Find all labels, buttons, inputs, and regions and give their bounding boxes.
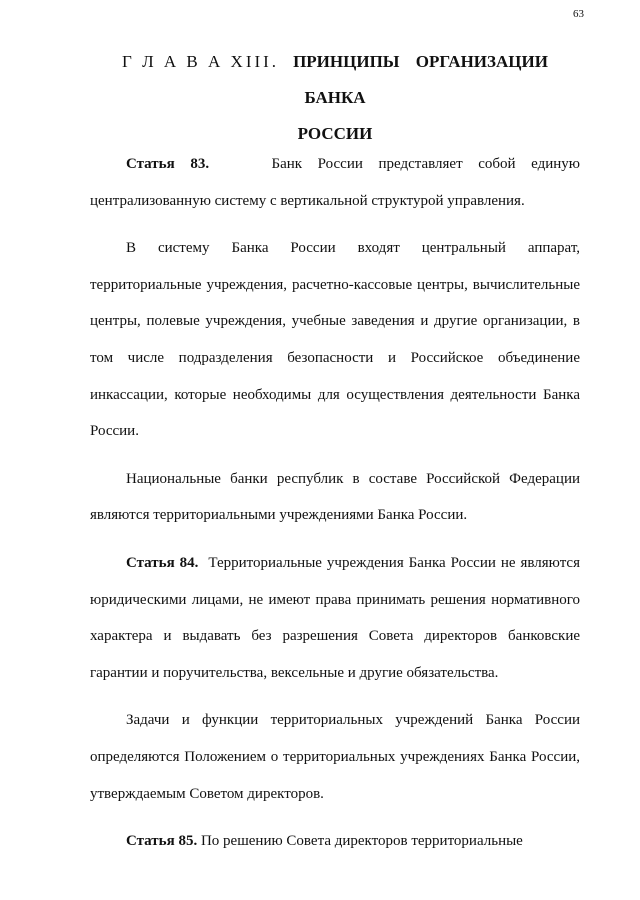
page-number: 63	[573, 8, 584, 20]
paragraph-article-85	[90, 823, 580, 860]
paragraph-article-83	[90, 146, 580, 219]
article-heading-85: Статья 85.	[126, 833, 198, 850]
article-heading-84: Статья 84.	[126, 554, 199, 571]
chapter-title-line-2: РОССИИ	[297, 124, 373, 143]
paragraph-text: По решению Совета директоров территориальные	[200, 833, 523, 850]
paragraph-text: В систему Банка России входят центральный аппарат, территориальные учреждения, расчетно-кассовые центры, вычислительные центры, полевые учреждения, учебные заведения и другие организации, в том числе подразделения безопасности и Российское объединение инкассации, которые необходимы для осуществления деятельности Банка России.	[90, 240, 580, 440]
chapter-heading	[90, 44, 580, 152]
chapter-heading-line-1	[90, 44, 580, 116]
paragraph-text: Задачи и функции территориальных учреждений Банка России определяются Положением о территориальных учреждениях Банка России, утверждаемым Советом директоров.	[90, 712, 580, 802]
paragraph-text: Банк России представляет собой единую централизованную систему с вертикальной структурой управления.	[90, 156, 581, 209]
paragraph-national-banks	[90, 461, 580, 534]
paragraph-text: Национальные банки республик в составе Российской Федерации являются территориальными учреждениями Банка России.	[90, 470, 580, 524]
paragraph-text: Территориальные учреждения Банка России не являются юридическими лицами, не имеют права принимать решения нормативного характера и выдавать без разрешения Совета директоров банковские гарантии и поручительства, вексельные и другие обязательства.	[90, 554, 580, 681]
paragraph-article-84	[90, 545, 580, 691]
document-body	[90, 146, 580, 871]
paragraph-bank-system	[90, 230, 580, 450]
article-heading-83: Статья 83.	[126, 156, 210, 172]
chapter-title-line-1: ПРИНЦИПЫ ОРГАНИЗАЦИИ БАНКА	[293, 52, 548, 107]
paragraph-tasks-functions	[90, 702, 580, 812]
chapter-label: Г Л А В А XIII.	[122, 52, 280, 71]
